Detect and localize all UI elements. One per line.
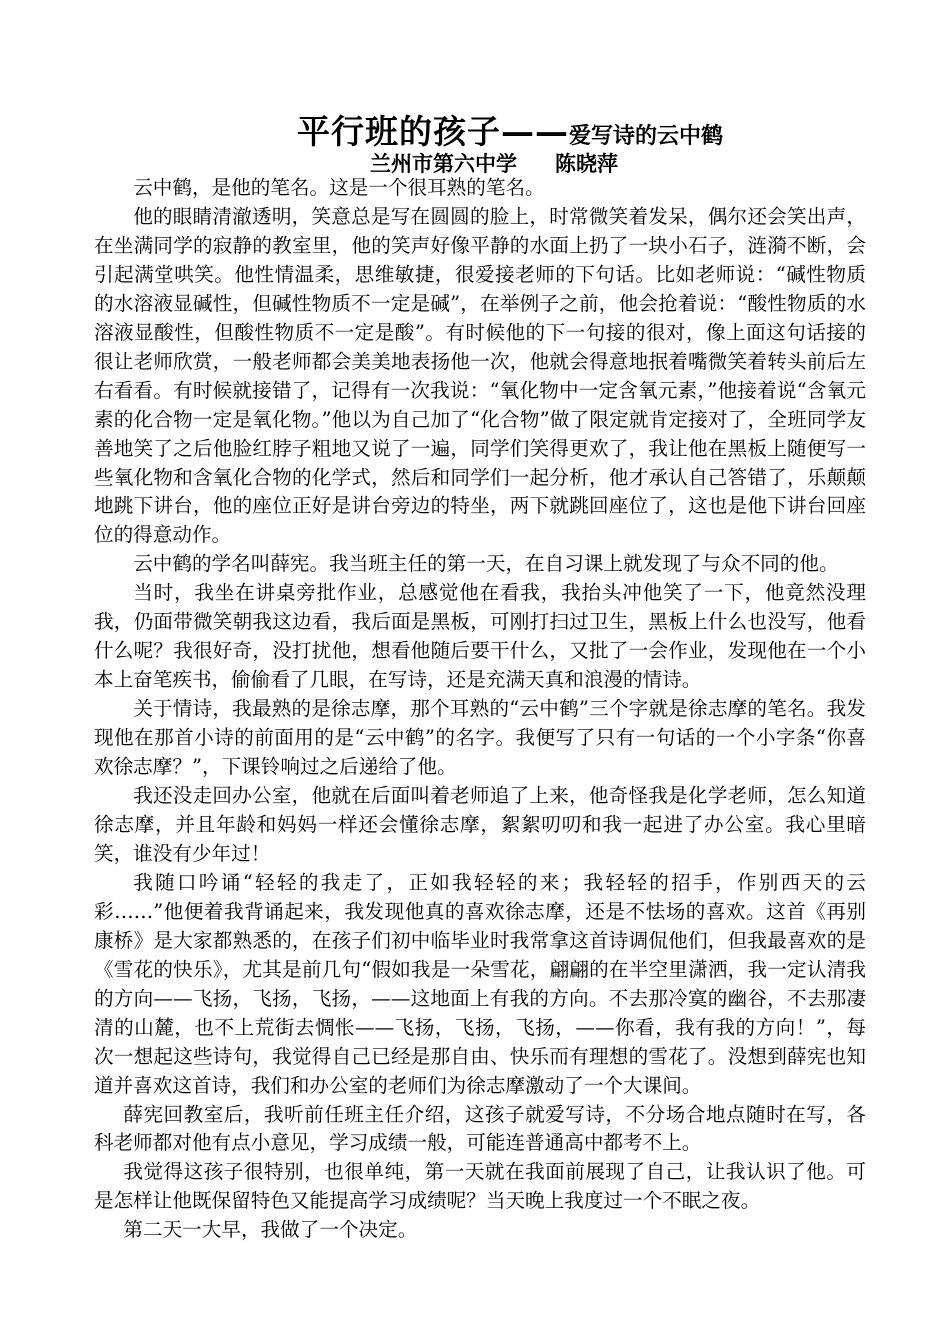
paragraph: 云中鹤的学名叫薛宪。我当班主任的第一天，在自习课上就发现了与众不同的他。 xyxy=(133,552,839,576)
paragraph: 我觉得这孩子很特别，也很单纯，第一天就在我面前展现了自己，让我认识了他。可是怎样让他既保留特色又能提高学习成绩呢？当天晚上我度过一个不眠之夜。 xyxy=(94,1160,866,1213)
article-body xyxy=(94,174,866,1245)
school-name: 兰州市第六中学 xyxy=(370,152,517,176)
paragraph: 关于情诗，我最熟的是徐志摩，那个耳熟的“云中鹤”三个字就是徐志摩的笔名。我发现他在那首小诗的前面用的是“云中鹤”的名字。我便写了只有一句话的一个小字条“你喜欢徐志摩？”，下课铃响过之后递给了他。 xyxy=(94,697,866,779)
paragraph: 我还没走回办公室，他就在后面叫着老师追了上来，他奇怪我是化学老师，怎么知道徐志摩，并且年龄和妈妈一样还会懂徐志摩，絮絮叨叨和我一起进了办公室。我心里暗笑，谁没有少年过！ xyxy=(94,784,866,865)
paragraph: 薛宪回教室后，我听前任班主任介绍，这孩子就爱写诗，不分场合地点随时在写，各科老师都对他有点小意见，学习成绩一般，可能连普通高中都考不上。 xyxy=(94,1102,866,1155)
author-name: 陈晓萍 xyxy=(555,152,618,176)
paragraph: 云中鹤，是他的笔名。这是一个很耳熟的笔名。 xyxy=(133,176,545,199)
paragraph: 第二天一大早，我做了一个决定。 xyxy=(123,1218,418,1242)
article-title: 平行班的孩子—— xyxy=(296,112,569,151)
article-subtitle: 爱写诗的云中鹤 xyxy=(568,124,723,149)
title-block xyxy=(0,106,950,153)
paragraph: 当时，我坐在讲桌旁批作业，总感觉他在看我，我抬头冲他笑了一下，他竟然没理我，仍面带微笑朝我这边看，我后面是黑板，可刚打扫过卫生，黑板上什么也没写，他看什么呢？我很好奇，没打扰他，想看他随后要干什么，又批了一会作业，发现他在一个小本上奋笔疾书，偷偷看了几眼，在写诗，还是充满天真和浪漫的情诗。 xyxy=(94,581,866,692)
paragraph: 他的眼睛清澈透明，笑意总是写在圆圆的脸上，时常微笑着发呆，偶尔还会笑出声，在坐满同学的寂静的教室里，他的笑声好像平静的水面上扔了一块小石子，涟漪不断，会引起满堂哄笑。他性情温柔，思维敏捷，很爱接老师的下句话。比如老师说：“碱性物质的水溶液显碱性，但碱性物质不一定是碱”，在举例子之前，他会抢着说：“酸性物质的水溶液显酸性，但酸性物质不一定是酸”。有时候他的下一句接的很对，像上面这句话接的很让老师欣赏，一般老师都会美美地表扬他一次，他就会得意地抿着嘴微笑着转头前后左右看看。有时候就接错了，记得有一次我说：“氧化物中一定含氧元素，”他接着说“含氧元素的化合物一定是氧化物。”他以为自己加了“化合物”做了限定就肯定接对了，全班同学友善地笑了之后他脸红脖子粗地又说了一遍，同学们笑得更欢了，我让他在黑板上随便写一些氧化物和含氧化合物的化学式，然后和同学们一起分析，他才承认自己答错了，乐颠颠地跳下讲台，他的座位正好是讲台旁边的特坐，两下就跳回座位了，这也是他下讲台回座位的得意动作。 xyxy=(94,204,866,547)
paragraph: 我随口吟诵“轻轻的我走了，正如我轻轻的来；我轻轻的招手，作别西天的云彩……”他便着我背诵起来，我发现他真的喜欢徐志摩，还是不怯场的喜欢。这首《再别康桥》是大家都熟悉的，在孩子们初中临毕业时我常拿这首诗调侃他们，但我最喜欢的是《雪花的快乐》，尤其是前几句“假如我是一朵雪花，翩翩的在半空里潇洒，我一定认清我的方向——飞扬，飞扬，飞扬，——这地面上有我的方向。不去那冷寞的幽谷，不去那凄清的山麓，也不上荒街去惆怅——飞扬，飞扬，飞扬，——你看，我有我的方向！”，每次一想起这些诗句，我觉得自己已经是那自由、快乐而有理想的雪花了。没想到薛宪也知道并喜欢这首诗，我们和办公室的老师们为徐志摩激动了一个大课间。 xyxy=(94,870,866,1097)
